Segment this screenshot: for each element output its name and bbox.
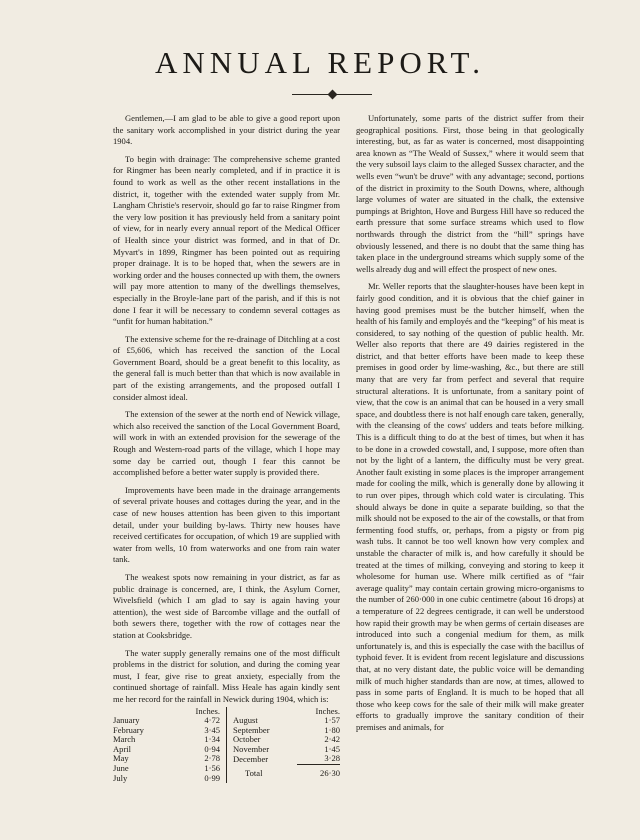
paragraph: The water supply generally remains one of the most difficult problems in the district for solution, and during the coming year must, I fear, give rise to great anxiety, especially from the continued shortage of rainfall. Miss Heale has again kindly sent me her record for the rainfall in Newick during 1904, which is:: [113, 647, 340, 704]
unit-header: Inches.: [315, 705, 340, 716]
month-label: December: [233, 753, 269, 764]
rainfall-table-left: [113, 707, 220, 784]
rainfall-value: 0·94: [204, 743, 220, 754]
table-row: [113, 774, 220, 784]
table-row: [233, 754, 340, 764]
paragraph: Gentlemen,—I am glad to be able to give a good report upon the sanitary work accomplished in your district during the year 1904.: [113, 113, 340, 147]
month-label: January: [113, 715, 140, 726]
rainfall-value: 3·28: [324, 753, 340, 764]
month-label: June: [113, 763, 129, 774]
month-label: March: [113, 734, 136, 745]
month-label: October: [233, 734, 261, 745]
rainfall-value: 0·99: [204, 772, 220, 783]
right-column: [356, 113, 584, 739]
paragraph: The extensive scheme for the re-drainage of Ditchling at a cost of £5,606, which has received the sanction of the Local Government Board, should be a great benefit to this locality, as the general fall is much better than that which is now available in part of the existing arrangements, and the proposed outfall I consider almost ideal.: [113, 333, 341, 402]
paragraph: Unfortunately, some parts of the district suffer from their geographical positions. First, those being in that geologically interesting, but, as far as water is concerned, most disappointing area known as “The Weald of Sussex,” where it would seem that the very subsoil lays claim to the alleged Sussex character, and the wells even “wun't be druve” with any advantage; second, portions of the district in proximity to the South Downs, where, although large volumes of water are situated in the chalk, the extensive pumpings at Brighton, Hove and Burgess Hill have so reduced the earth pressure that some surface streams which used to flow northwards through the district from the “hill” springs have obviously lessened, and there is no doubt that the same thing has taken place in the underground streams which supply some of the wells already dug and will effect the prospect of new ones.: [356, 113, 584, 274]
rainfall-value: 2·78: [204, 753, 220, 764]
total-label: Total: [245, 768, 263, 779]
rainfall-value: 1·57: [324, 715, 340, 726]
month-label: August: [233, 715, 258, 726]
rainfall-value: 1·45: [324, 743, 340, 754]
rainfall-value: 3·45: [204, 724, 220, 735]
rainfall-value: 4·72: [204, 715, 220, 726]
total-value: 26·30: [320, 768, 340, 779]
month-label: September: [233, 724, 270, 735]
month-label: February: [113, 724, 144, 735]
unit-header: Inches.: [195, 705, 220, 716]
paragraph: Mr. Weller reports that the slaughter-houses have been kept in fairly good condition, and it is obvious that the chief gainer in having good premises must be the butcher himself, when the health of his family and employés and the “keeping” of his meat is considered, to say nothing of the question of public health. Mr. Weller also reports that there are 49 dairies registered in the district, and that better efforts have been made to keep these premises in good order by lime-washing, &c., but there are still many that are very far from perfect and several that require structural alterations. It is unfortunate, from a sanitary point of view, that the cow is an animal that can be housed in a very small space, and doubtless there is not half enough care taken, generally, with the cleansing of the cows' udders and teats before milking. This is a difficult thing to do at the best of times, but when it has to be done in a crowded cowstall, and, I suppose, more often than not by the light of a lantern, the difficulty must be very great. Another fault existing in some places is the improper arrangement made for cooling the milk, which is generally done by allowing it to run over pipes, through which cold water is circulating. This should always be done in quite a separate building, so that the milk should not be exposed to the air of the cowstalls, or that from fermenting food stuffs, or, perhaps, from a pigsty or from pig wash tubs. It cannot be too well known how very complex and unstable the character of milk is, and how carefully it should be treated at the times of milking, conveying and storing to keep it wholesome for human use. Where milk certified as of “fair average quality” may contain certain growing micro-organisms to the number of 260·000 in one cubic centimetre (about 16 drops) at a temperature of 22 degrees centigrade, it can well be understood how rapid their growth may be when germs of certain diseases are introduced into such a congenial medium for them, as milk unfortunately is, and this is especially the case with the bacillus of typhoid fever. It is evident from recent legislature and discussions that, at no very distant date, the public voice will be demanding milk of much higher standards than are now, at times, allowed to pass in some parts of England. It is much to be hoped that all those who keep cows for the sale of their milk will make greater efforts to gradually improve the sanitary condition of their premises and animals, for: [356, 281, 584, 732]
title-rule-ornament: [328, 90, 338, 100]
rainfall-table-right: [233, 707, 340, 784]
rainfall-value: 1·56: [204, 763, 220, 774]
paragraph: The weakest spots now remaining in your district, as far as public drainage is concerned, are, I think, the Asylum Corner, Wivelsfield (which I am glad to say is again having your attention), the west side of Barcombe village and the outfall of both sewers there, together with the row of cottages near the station at Cooksbridge.: [113, 571, 340, 640]
rainfall-value: 1·34: [204, 734, 220, 745]
column-divider: [226, 707, 227, 784]
table-row-total: [233, 769, 340, 779]
page-title: ANNUAL REPORT.: [155, 45, 485, 80]
left-column: [113, 113, 340, 783]
month-label: May: [113, 753, 129, 764]
rainfall-table: [113, 707, 340, 784]
rainfall-value: 2·42: [324, 734, 340, 745]
paragraph: To begin with drainage: The comprehensive scheme granted for Ringmer has been nearly completed, and if in practice it is found to work as well as the other recent installations in the district, it, together with the extended water supply from Mr. Langham Christie's reservoir, should go far to raise Ringmer from the very low position it has previously held from a sanitary point of view, for in nearly every annual report of the Medical Officer of Health since your district was formed, and in that of Dr. Myvart's in 1899, Ringmer has been pointed out as requiring proper drainage. It is to be hoped that, when the sewers are in working order and the houses connected up with them, the owners will pay more attention to many of the dwellings themselves, especially in the Broyle-lane part of the parish, and if this is not done I fear it will be necessary to condemn several cottages as “unfit for human habitation.”: [113, 153, 340, 327]
paragraph: Improvements have been made in the drainage arrangements of several private houses and cottages during the year, and in the case of new houses attention has been given to this important detail, under your building by-laws. Thirty new houses have received certificates for occupation, of which 19 are supplied with water from wells, 10 from waterworks and one from rain water tank.: [113, 484, 340, 565]
month-label: April: [113, 743, 132, 754]
month-label: November: [233, 743, 270, 754]
paragraph: The extension of the sewer at the north end of Newick village, which also received the sanction of the Local Government Board, will work in with an extended provision for the sewerage of the Rough and Western-road parts of the village, which I hope may some day be carried out, though I fear this cannot be accomplished before a better water supply is provided there.: [113, 409, 340, 478]
month-label: July: [113, 772, 128, 783]
rainfall-value: 1·80: [324, 724, 340, 735]
